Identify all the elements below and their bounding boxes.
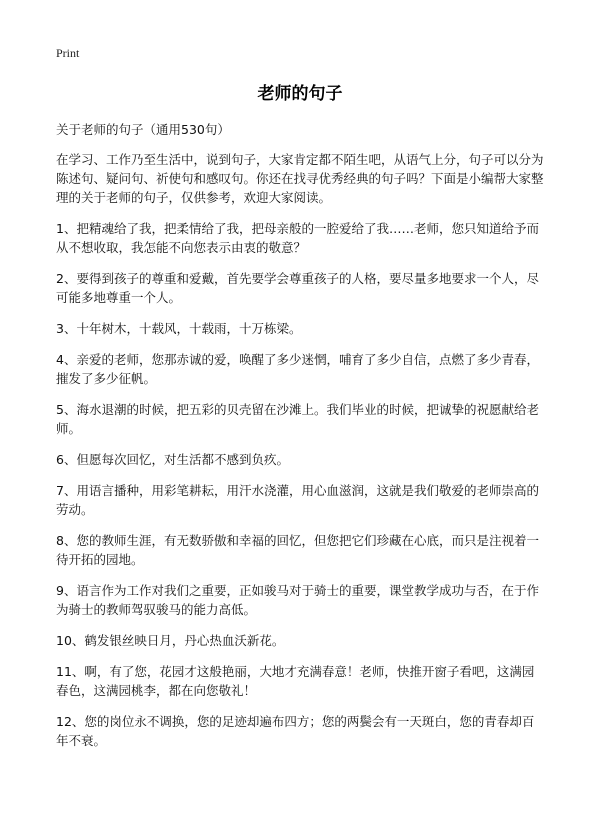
list-item: 2、要得到孩子的尊重和爱戴，首先要学会尊重孩子的人格，要尽量多地要求一个人，尽可能多地尊重一个人。 <box>56 271 539 305</box>
article-body <box>56 150 546 762</box>
print-link[interactable]: Print <box>56 46 80 60</box>
list-item: 9、语言作为工作对我们之重要，正如骏马对于骑士的重要，课堂教学成功与否，在于作为骑士的教师驾驭骏马的能力高低。 <box>56 583 539 617</box>
list-item: 1、把精魂给了我，把柔情给了我，把母亲般的一腔爱给了我……老师，您只知道给予而从不想收取，我怎能不向您表示由衷的敬意？ <box>56 221 539 255</box>
list-item: 3、十年树木，十载风，十载雨，十万栋梁。 <box>56 321 302 336</box>
list-item: 8、您的教师生涯，有无数骄傲和幸福的回忆，但您把它们珍藏在心底，而只是注视着一待开拓的园地。 <box>56 533 539 567</box>
list-item: 11、啊，有了您，花园才这般艳丽，大地才充满春意！老师，快推开窗子看吧，这满园春色，这满园桃李，都在向您敬礼！ <box>56 664 535 698</box>
list-item: 4、亲爱的老师，您那赤诚的爱，唤醒了多少迷惘，哺育了多少自信，点燃了多少青春，摧发了多少征帆。 <box>56 352 539 386</box>
article-subtitle: 关于老师的句子（通用530句） <box>56 122 230 137</box>
intro-paragraph: 在学习、工作乃至生活中，说到句子，大家肯定都不陌生吧，从语气上分，句子可以分为陈述句、疑问句、祈使句和感叹句。你还在找寻优秀经典的句子吗？下面是小编帮大家整理的关于老师的句子，仅供参考，欢迎大家阅读。 <box>56 152 544 205</box>
list-item: 12、您的岗位永不调换，您的足迹却遍布四方；您的两鬓会有一天斑白，您的青春却百年不衰。 <box>56 714 535 748</box>
list-item: 7、用语言播种，用彩笔耕耘，用汗水浇灌，用心血滋润，这就是我们敬爱的老师崇高的劳动。 <box>56 483 539 517</box>
page-title: 老师的句子 <box>257 84 343 104</box>
list-item: 5、海水退潮的时候，把五彩的贝壳留在沙滩上。我们毕业的时候，把诚挚的祝愿献给老师。 <box>56 402 539 436</box>
list-item: 6、但愿每次回忆，对生活都不感到负疚。 <box>56 452 289 467</box>
list-item: 10、鹤发银丝映日月，丹心热血沃新花。 <box>56 633 285 648</box>
